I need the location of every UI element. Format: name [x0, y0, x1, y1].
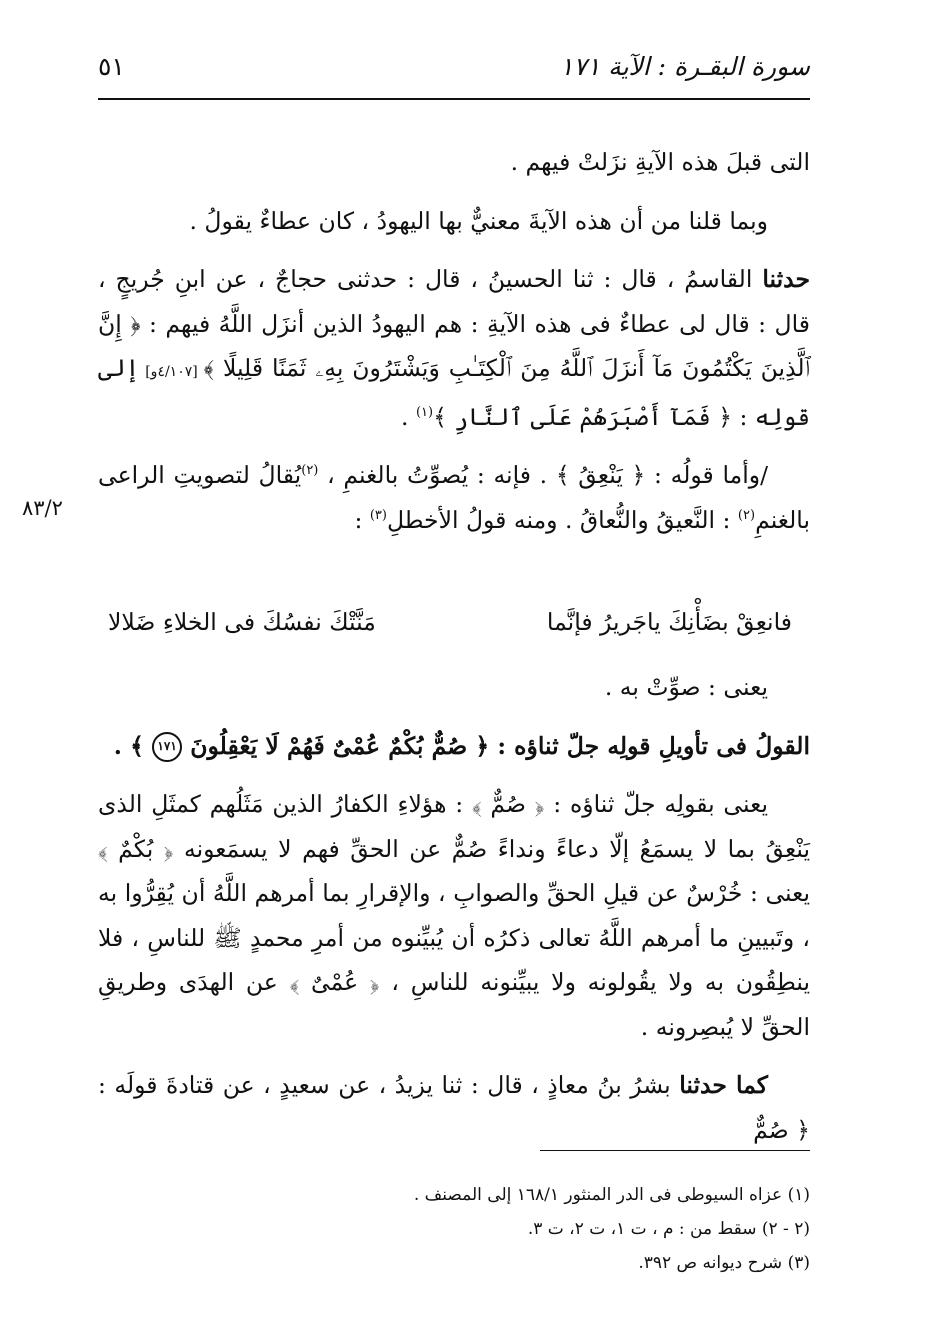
- footnote-rule: [540, 1150, 810, 1151]
- isnad-text: بشرُ بنُ معاذٍ ، قال : ثنا يزيدُ ، عن سعيدٍ ، عن قتادةَ قولَه :: [98, 1071, 680, 1099]
- footnotes: [98, 1178, 810, 1280]
- poem-verse: [98, 600, 810, 644]
- marginal-reference: ٨٣/٢: [22, 496, 63, 520]
- quran-verse: ﴿ فَمَآ أَصْبَرَهُمْ عَلَى ٱلنَّارِ ﴾: [433, 402, 733, 431]
- poem-hemistich-first: فانعِقْ بضَأْنِكَ ياجَريرُ فإنَّما: [546, 608, 792, 636]
- main-text: [98, 140, 810, 542]
- quran-word: ﴿ صُمٌّ ﴾: [471, 790, 545, 818]
- heading-text: القولُ فى تأويلِ قولِه جلّ ثناؤه :: [489, 731, 810, 760]
- isnad-text: إلى قولِه :: [98, 354, 810, 431]
- footnote: (١) عزاه السيوطى فى الدر المنثور ١٦٨/١ إلى المصنف .: [413, 1185, 810, 1205]
- paragraph-ata: وبما قلنا من أن هذه الآيةَ معنيٌّ بها اليهودُ ، كان عطاءٌ يقولُ .: [189, 206, 768, 235]
- text: : هؤلاءِ الكفارُ الذين مَثَلُهم كمثَلِ الذى يَنْعِقُ بما لا يسمَعُ إلّا دعاءً ونداءً صُمٌّ عن الحقِّ فهم لا يسمَعونه: [98, 790, 810, 863]
- quran-verse: ﴿ إِنَّ ٱلَّذِينَ يَكْتُمُونَ مَآ أَنزَلَ ٱللَّهُ مِنَ ٱلْكِتَـٰبِ وَيَشْتَرُونَ بِهِۦ ثَمَنًا قَلِيلًا ﴾: [98, 309, 810, 382]
- footnote: (٣) شرح ديوانه ص ٣٩٢.: [638, 1253, 810, 1273]
- paragraph-commentary: [98, 782, 810, 1049]
- footnote-marker: (١): [415, 404, 434, 420]
- isnad-text: القاسمُ ، قال : ثنا الحسينُ ، قال : حدثنى حجاجٌ ، عن ابنِ جُريجٍ ، قال : قال لى عطاءٌ فى هذه الآيةِ : هم اليهودُ الذين أنزَل اللَّهُ فيهم :: [98, 265, 810, 338]
- manuscript-ref: [٤/١٠٧و]: [139, 364, 204, 380]
- isnad-lead: كما حدثنا: [679, 1071, 768, 1099]
- poem-hemistich-second: مَنَّتْكَ نفسُكَ فى الخلاءِ ضَلالا: [108, 608, 376, 636]
- text: :: [354, 505, 370, 534]
- quran-verse: ﴿ يَنْعِقُ ﴾: [555, 461, 646, 489]
- text: يعنى : خُرْسٌ عن قيلِ الحقِّ والصوابِ ، والإقرارِ بما أمرهم اللَّهُ أن يُقِرُّوا به ، وتَبيينِ ما أمرهم اللَّهُ تعالى ذكرُه أن يُبيِّنوه من أمرِ محمدٍ ﷺ للناسِ ، فلا ينطِقُون به ولا يقُولونه ولا يبيِّنونه للناسِ ،: [98, 879, 811, 996]
- page-header: [98, 52, 810, 96]
- quran-word: ﴿ بُكْمٌ ﴾: [98, 834, 174, 863]
- quran-verse: ﴿ صُمٌّ بُكْمٌ عُمْىٌ فَهُمْ لَا يَعْقِلُونَ: [182, 731, 490, 760]
- quran-word: ﴿ عُمْىٌ ﴾: [289, 968, 380, 996]
- page-number: ٥١: [98, 52, 125, 81]
- isnad-lead: حدثنا: [762, 265, 810, 293]
- paragraph-isnad-2: [98, 1063, 810, 1152]
- footnote-marker: (٢): [301, 463, 319, 479]
- text: يُقالُ لتصويتِ الراعى بالغنمِ: [98, 461, 810, 534]
- main-text-continued: [98, 665, 810, 1152]
- punctuation: .: [113, 731, 131, 760]
- paragraph-explanation: يعنى : صوِّتْ به .: [604, 673, 768, 701]
- text: يعنى بقولِه جلّ ثناؤه :: [544, 790, 768, 818]
- text: . فإنه : يُصوِّتُ بالغنمِ ،: [318, 461, 556, 489]
- paragraph-continuation: التى قبلَ هذه الآيةِ نزَلتْ فيهم .: [510, 148, 810, 176]
- text: : النَّعيقُ والنُّعاقُ . ومنه قولُ الأخطلِ: [386, 505, 738, 534]
- punctuation: .: [400, 402, 416, 431]
- header-rule: [98, 98, 810, 100]
- footnote-marker: (٢): [737, 507, 756, 523]
- section-heading: [98, 724, 810, 769]
- footnote-marker: (٣): [369, 507, 387, 523]
- paragraph-isnad-1: [98, 257, 810, 439]
- footnote: (٢ - ٢) سقط من : م ، ت ١، ت ٢، ت ٣.: [527, 1219, 810, 1239]
- paragraph-naaq: [98, 453, 810, 542]
- quran-verse: ﴿ صُمٌّ: [753, 1115, 810, 1144]
- quran-verse-close: ﴾: [130, 731, 153, 760]
- text: /وأما قولُه :: [645, 461, 768, 489]
- running-title: سورة البقـرة : الآية ١٧١: [559, 52, 810, 81]
- verse-number-medallion: ١٧١: [152, 732, 182, 762]
- text: عن الهدَى وطريقِ الحقِّ لا يُبصِرونه .: [98, 968, 810, 1041]
